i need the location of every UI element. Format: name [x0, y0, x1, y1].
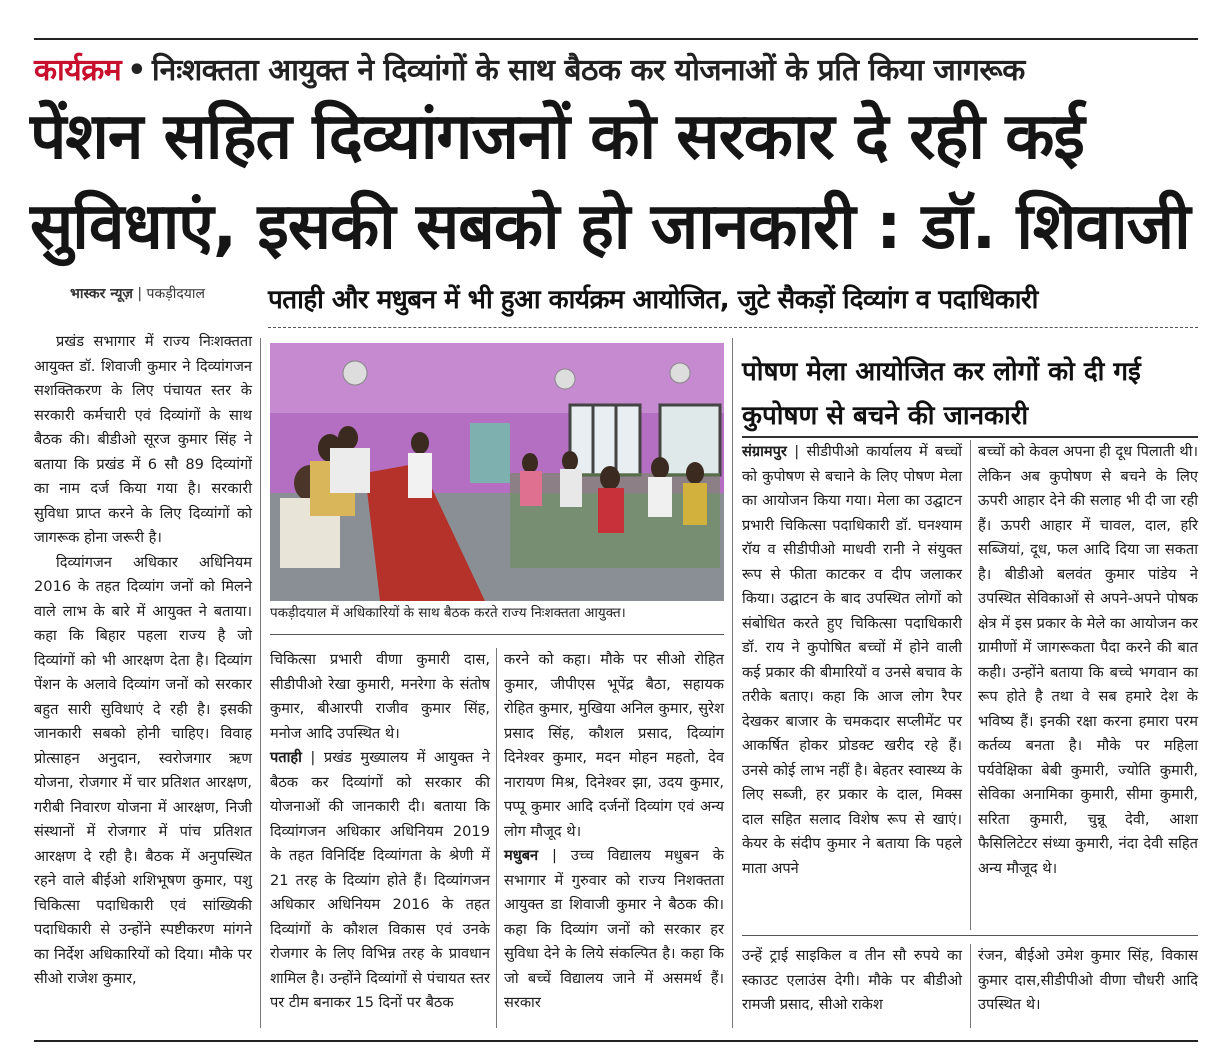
col1-paragraph-1: प्रखंड सभागार में राज्य निःशक्तता आयुक्त डॉ. शिवाजी कुमार ने दिव्यांगजन सशक्तिकरण के लिए पंचायत स्तर के सरकारी कर्मचारी एवं दिव्यांगों के साथ बैठक की। बीडीओ सूरज कुमार सिंह ने बताया कि प्रखंड में 6 सौ 89 दिव्यांगों का नाम दर्ज किया गया है। सरकारी सुविधा प्राप्त करने के लिए दिव्यांगों को जागरूक होना जरूरी है। [34, 333, 252, 546]
col3-paragraph-1: करने को कहा। मौके पर सीओ रोहित कुमार, जीपीएस भूपेंद्र बैठा, सहायक रोहित कुमार, मुखिया अनिल कुमार, सुरेश प्रसाद सिंह, कौशल प्रसाद, दिव्यांग दिनेश्वर कुमार, मदन मोहन महतो, देव नारायण मिश्र, दिनेश्वर झा, उदय कुमार, पप्पू कुमार आदि दर्जनों दिव्यांग एवं अन्य लोग मौजूद थे। [504, 651, 724, 840]
sidebar-dateline: संग्रामपुर [742, 443, 787, 460]
col3-paragraph-2: मधुबन | उच्च विद्यालय मधुबन के सभागार में गुरुवार को राज्य निशक्तता आयुक्त डा शिवाजी कुमार ने बैठक की। कहा कि दिव्यांग जनों को सरकार हर सुविधा देने के लिये संकल्पित है। कहा कि जो बच्चें विद्यालय जाने में असमर्थ हैं। सरकार [504, 847, 724, 1011]
sidebar-bottom-rule [742, 935, 1198, 936]
article-column-4 [742, 944, 962, 1018]
sidebar-col2-paragraph: बच्चों को केवल अपना ही दूध पिलाती थी। लेकिन अब कुपोषण से बचने के लिए ऊपरी आहार देने की सलाह भी दी जा रही हैं। ऊपरी आहार में चावल, दाल, हरि सब्जियां, दूध, फल आदि दिया जा सकता है। बीडीओ बलवंत कुमार पांडेय ने उपस्थित सेविकाओं से अपने-अपने पोषक क्षेत्र में इस प्रकार के मेले का आयोजन कर ग्रामीणों में जागरूकता पैदा करने की बात कही। उन्होंने बताया कि बच्चे भगवान का रूप होते है तथा वे सब हमारे देश के भविष्य हैं। इनकी रक्षा करना हमारा परम कर्तव्य बनता है। मौके पर महिला पर्यवेक्षिका बेबी कुमारी, ज्योति कुमारी, सेविका अनामिका कुमारी, सीमा कुमारी, सरिता कुमारी, चुन्नू देवी, आशा फैसिलिटेटर संध्या कुमारी, नंदा देवी सहित अन्य मौजूद थे। [978, 443, 1198, 877]
column-divider [260, 338, 261, 1028]
subheadline-rule [268, 327, 1198, 329]
article-column-1 [34, 330, 252, 992]
photo-rule [270, 634, 724, 635]
headline-line-2: सुविधाएं, इसकी सबको हो जानकारी : डॉ. शिवाजी [30, 190, 1190, 264]
article-column-3 [504, 648, 724, 1016]
byline-source: भास्कर न्यूज़ [70, 286, 133, 302]
article-column-5 [978, 944, 1198, 1018]
headline-line-1: पेंशन सहित दिव्यांगजनों को सरकार दे रही कई [30, 100, 1084, 174]
column-divider [732, 338, 733, 1028]
col2-paragraph-2-text: प्रखंड मुख्यालय में आयुक्त ने बैठक कर दिव्यांगों को सरकार की योजनाओं की जानकारी दी। बताया कि दिव्यांगजन अधिकार अधिनियम 2019 के तहत विनिर्दिष्ट दिव्यांगता के श्रेणी में 21 तरह के दिव्यांग होते हैं। दिव्यांगजन अधिकार अधिनियम 2016 के तहत दिव्यांगों के कौशल विकास एवं उनके रोजगार के लिए विभिन्न तरह के प्रावधान शामिल है। उन्होंने दिव्यांगों से पंचायत स्तर पर टीम बनाकर 15 दिनों पर बैठक [270, 749, 490, 1011]
headline [30, 92, 1200, 272]
col3-dateline: मधुबन [504, 847, 539, 864]
sidebar-column-2 [978, 440, 1198, 881]
bottom-rule [34, 1040, 1198, 1042]
photo-caption: पकड़ीदयाल में अधिकारियों के साथ बैठक करते राज्य निःशक्तता आयुक्त। [270, 605, 626, 621]
col4-paragraph: उन्हें ट्राई साइकिल व तीन सौ रुपये का स्काउट एलाउंस देगी। मौके पर बीडीओ रामजी प्रसाद, सीओ राकेश [742, 947, 962, 1013]
meeting-photo-illustration [270, 343, 724, 601]
article-column-2 [270, 648, 490, 1016]
col2-dateline: पताही [270, 749, 302, 766]
sidebar-story-rule [742, 436, 1198, 438]
kicker-tag: कार्यक्रम [34, 53, 122, 88]
top-rule [34, 38, 1198, 40]
sidebar-story-title: पोषण मेला आयोजित कर लोगों को दी गई कुपोषण से बचने की जानकारी [742, 357, 1141, 431]
subheadline: पताही और मधुबन में भी हुआ कार्यक्रम आयोजित, जुटे सैकड़ों दिव्यांग व पदाधिकारी [268, 285, 1038, 315]
column-divider [496, 648, 497, 1028]
col2-paragraph-2: पताही | प्रखंड मुख्यालय में आयुक्त ने बैठक कर दिव्यांगों को सरकार की योजनाओं की जानकारी दी। बताया कि दिव्यांगजन अधिकार अधिनियम 2019 के तहत विनिर्दिष्ट दिव्यांगता के श्रेणी में 21 तरह के दिव्यांग होते हैं। दिव्यांगजन अधिकार अधिनियम 2016 के तहत दिव्यांगों के कौशल विकास एवं उनके रोजगार के लिए विभिन्न तरह के प्रावधान शामिल है। उन्होंने दिव्यांगों से पंचायत स्तर पर टीम बनाकर 15 दिनों पर बैठक [270, 749, 490, 1011]
byline: भास्कर न्यूज़ | पकड़ीदयाल [70, 286, 206, 302]
meeting-photo [270, 343, 724, 601]
sidebar-column-1 [742, 440, 962, 881]
column-divider [970, 440, 971, 930]
sidebar-col1-text: सीडीपीओ कार्यालय में बच्चों को कुपोषण से बचाने के लिए पोषण मेला का आयोजन किया गया। मेला का उद्घाटन प्रभारी चिकित्सा पदाधिकारी डॉ. घनश्याम रॉय व सीडीपीओ माधवी रानी ने संयुक्त रूप से फीता काटकर व दीप जलाकर किया। उद्घाटन के बाद उपस्थित लोगों को संबोधित करते हुए चिकित्सा पदाधिकारी डॉ. राय ने कुपोषित बच्चों में होने वाली कई प्रकार की बीमारियों व उनसे बचाव के तरीके बताए। कहा कि आज लोग रैपर देखकर बाजार के चमकदार सप्लीमेंट पर आकर्षित होकर प्रोडक्ट खरीद रहे हैं। उनसे कोई लाभ नहीं है। बेहतर स्वास्थ्य के लिए सब्जी, हर प्रकार के दाल, मिक्स दाल सहित सलाद विशेष रूप से खाएं। केयर के संदीप कुमार ने बताया कि पहले माता अपने [742, 443, 962, 877]
kicker-text: निःशक्तता आयुक्त ने दिव्यांगों के साथ बैठक कर योजनाओं के प्रति किया जागरूक [151, 53, 1025, 88]
col3-paragraph-2-text: उच्च विद्यालय मधुबन के सभागार में गुरुवार को राज्य निशक्तता आयुक्त डा शिवाजी कुमार ने बैठक की। कहा कि दिव्यांग जनों को सरकार हर सुविधा देने के लिये संकल्पित है। कहा कि जो बच्चें विद्यालय जाने में असमर्थ हैं। सरकार [504, 847, 724, 1011]
byline-place: पकड़ीदयाल [146, 286, 206, 302]
col1-paragraph-2: दिव्यांगजन अधिकार अधिनियम 2016 के तहत दिव्यांग जनों को मिलने वाले लाभ के बारे में आयुक्त ने बताया। कहा कि बिहार पहला राज्य है जो दिव्यांगों को भी आरक्षण देता है। दिव्यांग पेंशन के अलावे दिव्यांग जनों को सरकार बहुत सारी सुविधाएं दे रही है। इसकी जानकारी सबको होनी चाहिए। विवाह प्रोत्साहन अनुदान, स्वरोजगार ऋण योजना, रोजगार में चार प्रतिशत आरक्षण, गरीबी निवारण योजना में आरक्षण, निजी संस्थानों में रोजगार में पांच प्रतिशत आरक्षण दे रही है। बैठक में अनुपस्थित रहने वाले बीईओ शशिभूषण कुमार, पशु चिकित्सा पदाधिकारी एवं सांख्यिकी पदाधिकारी से उन्होंने स्पष्टीकरण मांगने का निर्देश अधिकारियों को दिया। मौके पर सीओ राजेश कुमार, [34, 553, 252, 987]
sidebar-col1-paragraph: संग्रामपुर | सीडीपीओ कार्यालय में बच्चों को कुपोषण से बचाने के लिए पोषण मेला का आयोजन किया गया। मेला का उद्घाटन प्रभारी चिकित्सा पदाधिकारी डॉ. घनश्याम रॉय व सीडीपीओ माधवी रानी ने संयुक्त रूप से फीता काटकर व दीप जलाकर किया। उद्घाटन के बाद उपस्थित लोगों को संबोधित करते हुए चिकित्सा पदाधिकारी डॉ. राय ने कुपोषित बच्चों में होने वाली कई प्रकार की बीमारियों व उनसे बचाव के तरीके बताए। कहा कि आज लोग रैपर देखकर बाजार के चमकदार सप्लीमेंट पर आकर्षित होकर प्रोडक्ट खरीद रहे हैं। उनसे कोई लाभ नहीं है। बेहतर स्वास्थ्य के लिए सब्जी, हर प्रकार के दाल, मिक्स दाल सहित सलाद विशेष रूप से खाएं। केयर के संदीप कुमार ने बताया कि पहले माता अपने [742, 443, 962, 877]
column-divider [970, 944, 971, 1028]
col2-paragraph-1: चिकित्सा प्रभारी वीणा कुमारी दास, सीडीपीओ रेखा कुमारी, मनरेगा के संतोष कुमार, बीआरपी राजीव कुमार सिंह, मनोज आदि उपस्थित थे। [270, 651, 490, 742]
col5-paragraph: रंजन, बीईओ उमेश कुमार सिंह, विकास कुमार दास,सीडीपीओ वीणा चौधरी आदि उपस्थित थे। [978, 947, 1198, 1013]
kicker-line [34, 48, 1194, 89]
kicker-bullet: • [127, 53, 146, 88]
